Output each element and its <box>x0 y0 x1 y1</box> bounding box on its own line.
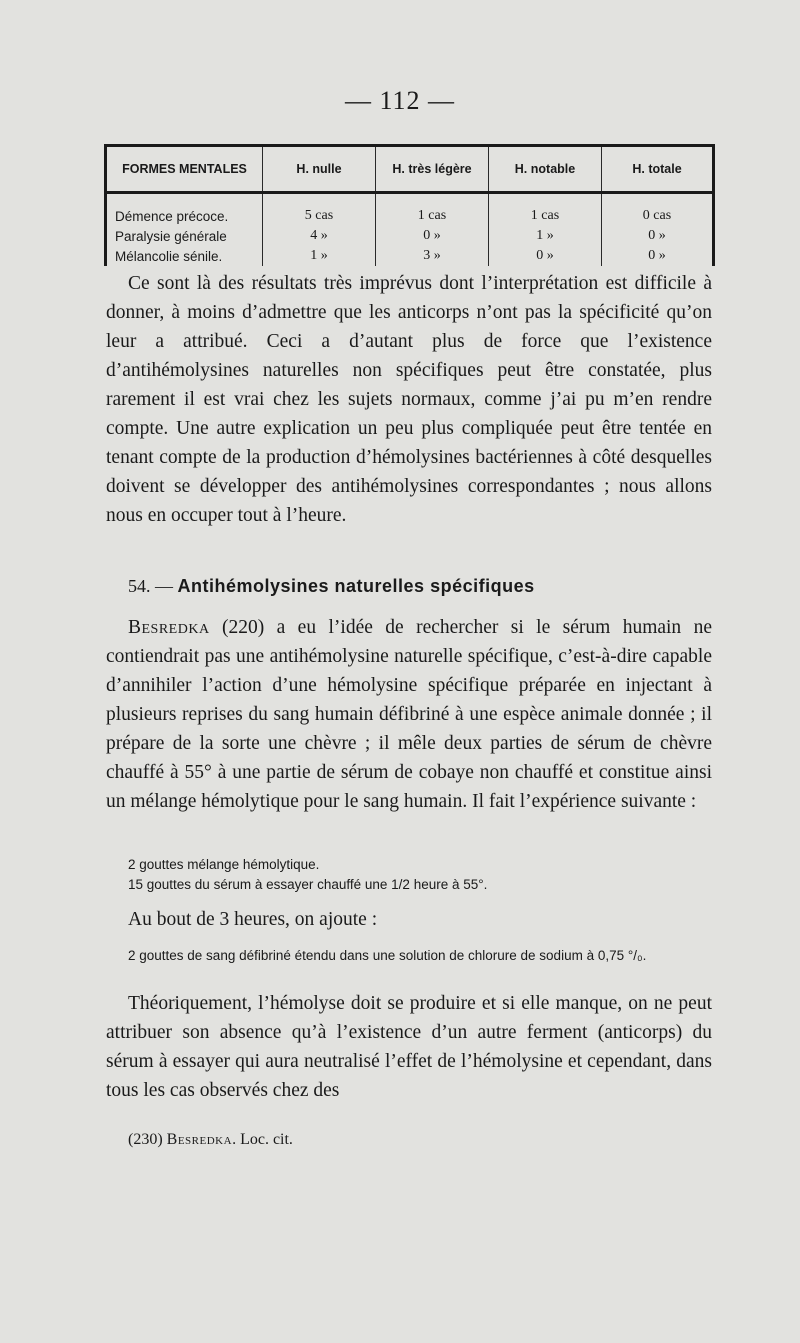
header-formes-mentales: FORMES MENTALES <box>106 146 263 193</box>
paragraph-interpretation: Ce sont là des résultats très imprévus dont l’interprétation est difficile à donner, à moins d’admettre que les anticorps n’ont pas la spécificité qu’on leur a attribué. Ceci a d’autant plus de force que l’existence d’antihémolysines naturelles non spécifiques peut être constatée, plus rarement il est vrai chez les sujets normaux, comme j’ai pu m’en rendre compte. Une autre explication un peu plus compliquée peut être tentée en tenant compte de la production d’hémolysines bactériennes à côté desquelles doivent se développer des antihémolysines correspondantes ; nous allons nous en occuper tout à l’heure. <box>106 273 712 526</box>
paragraph-three-hours: Au bout de 3 heures, on ajoute : <box>128 909 378 930</box>
table-cell: 1 cas <box>376 193 489 227</box>
table-cell: 0 » <box>648 248 666 263</box>
table-cell: 0 » <box>648 228 666 243</box>
experiment-line: 15 gouttes du sérum à essayer chauffé une 1/2 heure à 55°. <box>128 877 488 892</box>
paragraph-theoretical: Théoriquement, l’hémolyse doit se produire et si elle manque, on ne peut attribuer son absence qu’à l’existence d’un autre ferment (anticorps) du sérum à essayer qui aura neutralisé l’effet de l’hémolysine et cependant, dans tous les cas observés chez des <box>106 993 712 1101</box>
paragraph-besredka-text: (220) a eu l’idée de rechercher si le sérum humain ne contiendrait pas une antihémolysine naturelle spécifique, c’est-à-dire capable d’annihiler l’action d’une hémolysine spécifique préparée en injectant à plusieurs reprises du sang humain défibriné à une espèce animale donnée ; il prépare de la sorte une chèvre ; il mêle deux parties de sérum de chèvre chauffé à 55° à une partie de sérum de cobaye non chauffé et constitue ainsi un mélange hémolytique pour le sang humain. Il fait l’expérience suivante : <box>106 617 712 812</box>
section-heading <box>128 576 718 597</box>
footnote-ref: (230) <box>128 1131 163 1148</box>
footnote-text: . Loc. cit. <box>232 1131 293 1148</box>
footnote <box>128 1130 734 1150</box>
author-name: Besredka <box>128 617 210 638</box>
header-h-notable: H. notable <box>489 146 602 193</box>
table-cell: 0 » <box>376 226 489 246</box>
table-header-row <box>106 146 714 193</box>
page-number: — 112 — <box>344 86 456 115</box>
table-cell: 1 » <box>489 226 602 246</box>
table-cell: 4 » <box>263 226 376 246</box>
table-cell: 1 » <box>263 246 376 266</box>
table-row <box>106 193 714 227</box>
experiment-note: 2 gouttes de sang défibriné étendu dans une solution de chlorure de sodium à 0,75 °/₀. <box>128 948 647 963</box>
header-h-nulle: H. nulle <box>263 146 376 193</box>
row-label: Démence précoce. <box>106 193 263 227</box>
paragraph-besredka <box>106 613 712 816</box>
header-h-totale: H. totale <box>602 146 714 193</box>
table-cell: 5 cas <box>263 193 376 227</box>
row-label: Paralysie générale <box>106 226 263 246</box>
footnote-author: Besredka <box>166 1131 233 1148</box>
table-cell: 3 » <box>376 246 489 266</box>
section-number: 54. — <box>128 576 173 596</box>
row-label: Mélancolie sénile. <box>106 246 263 266</box>
section-title: Antihémolysines naturelles spécifiques <box>177 576 535 596</box>
table-row <box>106 246 714 266</box>
table-cell: 0 » <box>489 246 602 266</box>
experiment-line: 2 gouttes mélange hémolytique. <box>128 857 320 872</box>
table-cell: 0 cas <box>642 208 672 223</box>
table-row <box>106 226 714 246</box>
mental-forms-table <box>104 144 715 266</box>
table-cell: 1 cas <box>489 193 602 227</box>
header-h-tres-legere: H. très légère <box>376 146 489 193</box>
